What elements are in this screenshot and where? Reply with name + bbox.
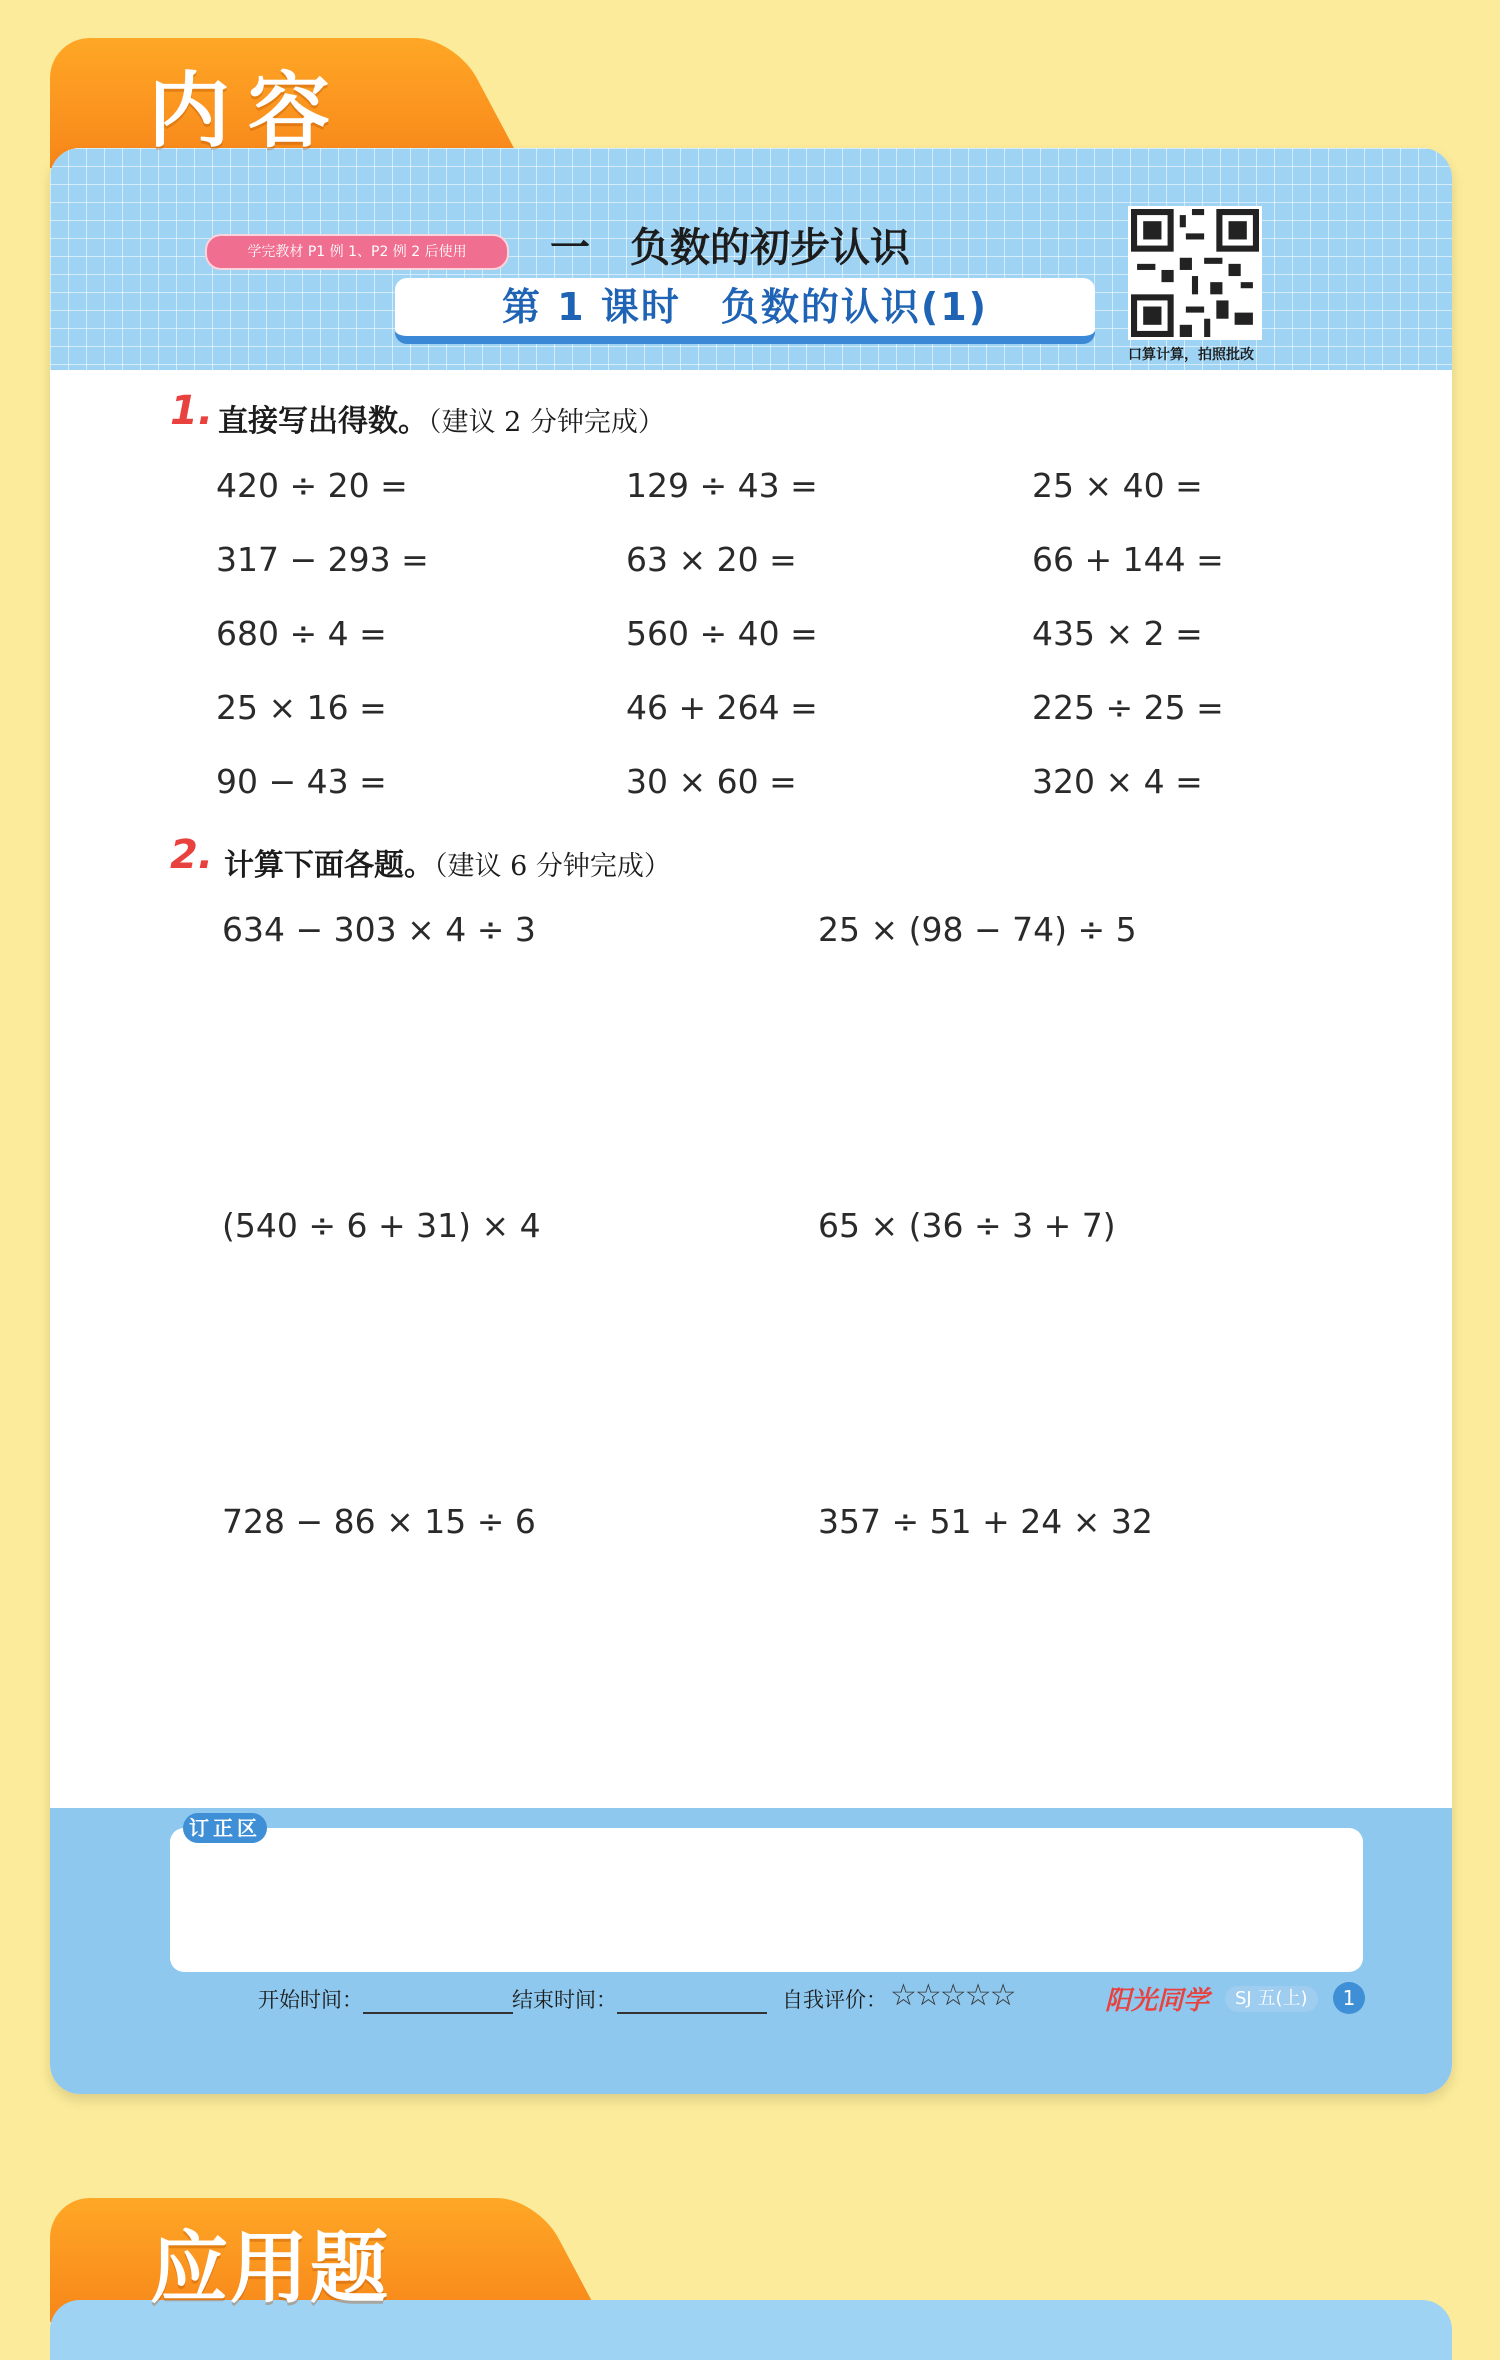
calc-problem: 634 − 303 × 4 ÷ 3 (222, 910, 536, 949)
oral-calc-item: 420 ÷ 20 = (216, 466, 408, 505)
question-1-title (218, 396, 665, 440)
qr-code-icon[interactable] (1128, 206, 1262, 340)
self-eval-label: 自我评价： (782, 1988, 887, 2012)
question-2-title (224, 840, 671, 884)
calc-problem: 25 × (98 − 74) ÷ 5 (818, 910, 1137, 949)
end-time-field (512, 1984, 767, 2014)
oral-calc-item: 63 × 20 = (626, 540, 797, 579)
brand-logo: 阳光同学 (1105, 1986, 1210, 2016)
oral-calc-item: 435 × 2 = (1032, 614, 1203, 653)
lesson-title: 第 1 课时 负数的认识(1) (501, 285, 989, 329)
end-time-line[interactable] (617, 1994, 767, 2014)
question-1-hint: （建议 2 分钟完成） (428, 407, 665, 438)
oral-calc-item: 90 − 43 = (216, 762, 387, 801)
oral-calc-item: 225 ÷ 25 = (1032, 688, 1224, 727)
oral-calc-item: 320 × 4 = (1032, 762, 1203, 801)
end-time-label: 结束时间： (512, 1988, 617, 2012)
calc-problem: 357 ÷ 51 + 24 × 32 (818, 1502, 1153, 1541)
question-1-title-text: 直接写出得数。 (218, 404, 428, 439)
correction-area[interactable] (170, 1828, 1363, 1972)
oral-calc-item: 46 + 264 = (626, 688, 818, 727)
oral-calc-item: 129 ÷ 43 = (626, 466, 818, 505)
section-tab-label: 应用题 (150, 2224, 391, 2314)
oral-calc-item: 680 ÷ 4 = (216, 614, 387, 653)
start-time-field (258, 1984, 513, 2014)
oral-calc-item: 25 × 40 = (1032, 466, 1203, 505)
star-rating[interactable]: ☆☆☆☆☆ (890, 1978, 1015, 2013)
page-number: 1 (1333, 1982, 1365, 2014)
question-2-number: 2. (170, 832, 214, 878)
correction-label: 订正区 (183, 1813, 267, 1843)
oral-calc-item: 25 × 16 = (216, 688, 387, 727)
calc-problem: 65 × (36 ÷ 3 + 7) (818, 1206, 1116, 1245)
start-time-line[interactable] (363, 1994, 513, 2014)
calc-problem: 728 − 86 × 15 ÷ 6 (222, 1502, 536, 1541)
grade-badge: SJ 五(上) (1225, 1986, 1318, 2012)
question-2-hint: （建议 6 分钟完成） (434, 851, 671, 882)
qr-caption: 口算计算，拍照批改 (1128, 347, 1254, 363)
calc-problem: (540 ÷ 6 + 31) × 4 (222, 1206, 541, 1245)
unit-title: 一 负数的初步认识 (550, 225, 910, 271)
worksheet-card (50, 148, 1452, 2094)
oral-calc-item: 317 − 293 = (216, 540, 429, 579)
lesson-title-bar (395, 278, 1095, 342)
question-1-number: 1. (170, 388, 214, 434)
oral-calc-item: 66 + 144 = (1032, 540, 1224, 579)
usage-note-pill: 学完教材 P1 例 1、P2 例 2 后使用 (205, 234, 509, 270)
oral-calc-item: 560 ÷ 40 = (626, 614, 818, 653)
oral-calc-item: 30 × 60 = (626, 762, 797, 801)
section-tab-label: 内容 (148, 64, 349, 159)
question-2-title-text: 计算下面各题。 (224, 848, 434, 883)
start-time-label: 开始时间： (258, 1988, 363, 2012)
